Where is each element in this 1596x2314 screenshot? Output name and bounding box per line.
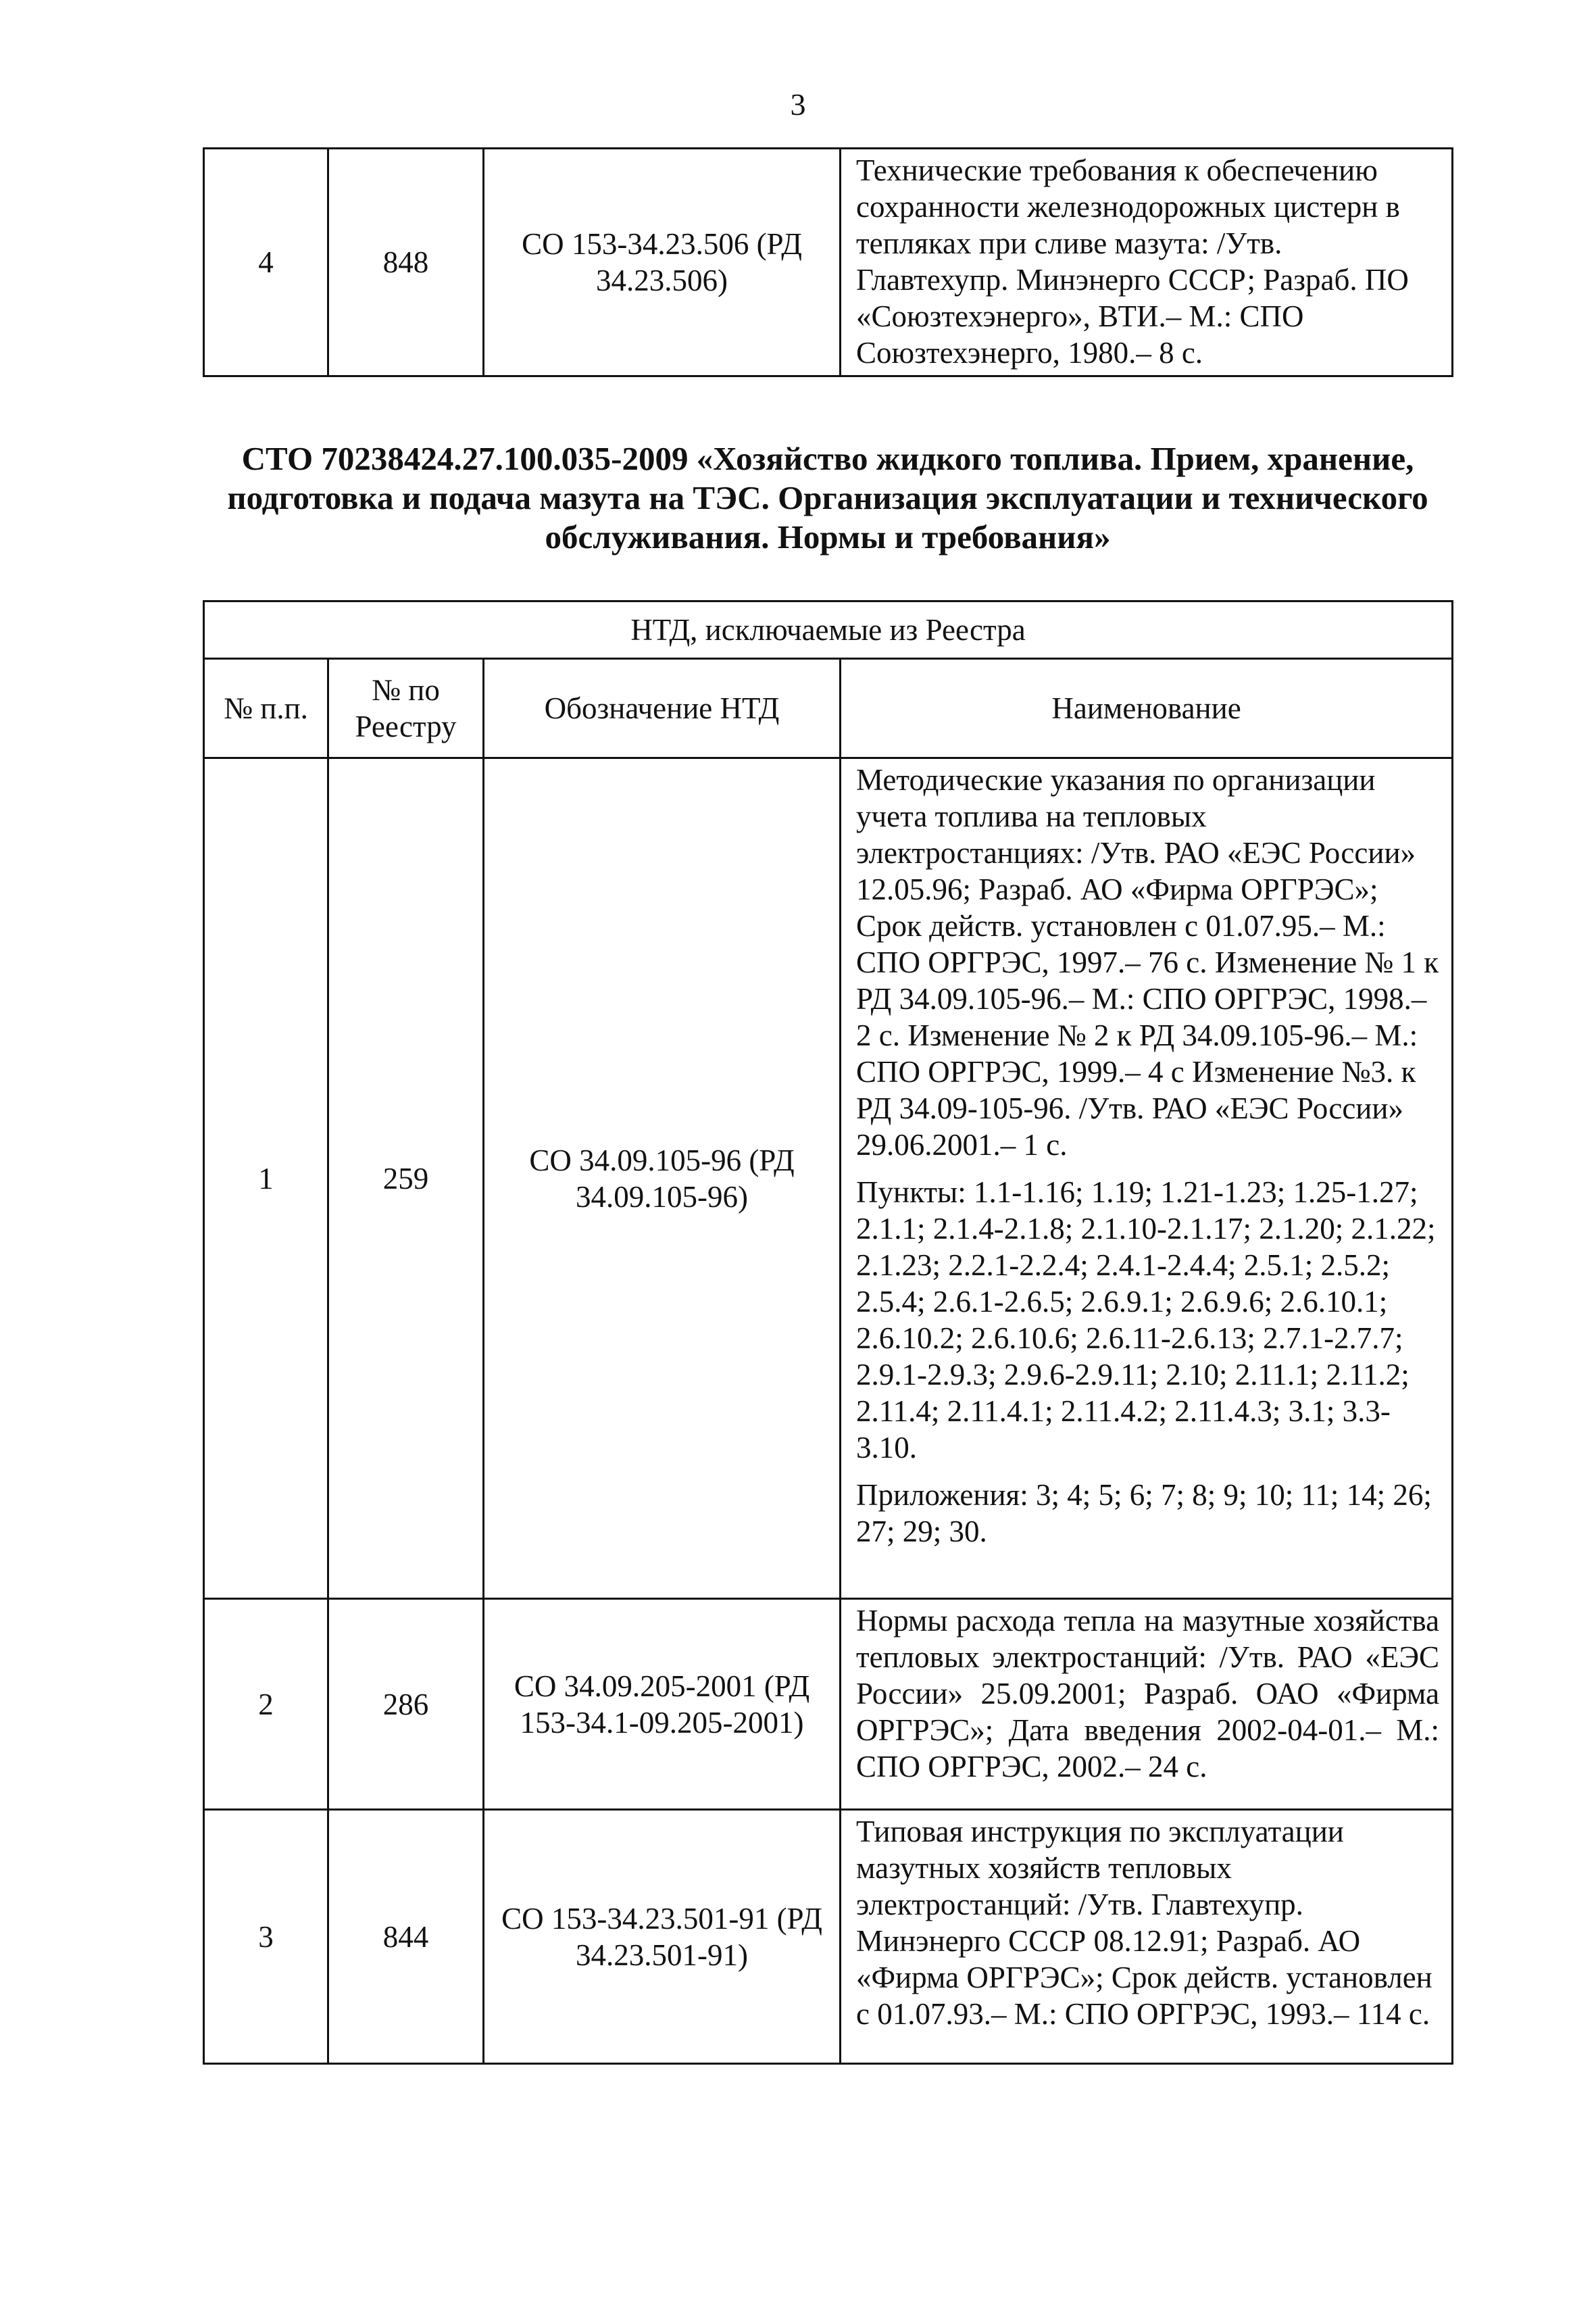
row-number: 4 [204,149,328,376]
document-code: СО 34.09.105-96 (РД 34.09.105-96) [484,758,841,1599]
row-number: 3 [204,1810,328,2064]
excluded-documents-table [203,600,1453,2065]
name-paragraph: Приложения: 3; 4; 5; 6; 7; 8; 9; 10; 11; 14; 26; 27; 29; 30. [856,1478,1432,1548]
name-paragraph: Типовая инструкция по эксплуатации мазутных хозяйств тепловых электростанций: /Утв. Главтехупр. Минэнерго СССР 08.12.91; Разраб. АО «Фирма ОРГРЭС»; Срок действ. установлен с 01.07.93.– М.: СПО ОРГРЭС, 1993.– 114 с. [856,1815,1432,2031]
page-number: 3 [790,87,806,122]
registry-number: 848 [328,149,484,376]
header-registry-number: № по Реестру [328,659,484,758]
table-row [204,758,1453,1599]
name-paragraph: Пункты: 1.1-1.16; 1.19; 1.21-1.23; 1.25-1.27; 2.1.1; 2.1.4-2.1.8; 2.1.10-2.1.17; 2.1.20; 2.1.22; 2.1.23; 2.2.1-2.2.4; 2.4.1-2.4.4; 2.5.1; 2.5.2; 2.5.4; 2.6.1-2.6.5; 2.6.9.1; 2.6.9.6; 2.6.10.1; 2.6.10.2; 2.6.10.6; 2.6.11-2.6.13; 2.7.1-2.7.7; 2.9.1-2.9.3; 2.9.6-2.9.11; 2.10; 2.11.1; 2.11.2; 2.11.4; 2.11.4.1; 2.11.4.2; 2.11.4.3; 3.1; 3.3-3.10. [856,1175,1436,1464]
document-name [841,1810,1453,2064]
header-row-number: № п.п. [204,659,328,758]
header-document-code: Обозначение НТД [484,659,841,758]
continued-table [203,147,1453,377]
name-paragraph: Нормы расхода тепла на мазутные хозяйства тепловых электростанций: /Утв. РАО «ЕЭС России» 25.09.2001; Разраб. ОАО «Фирма ОРГРЭС»; Дата введения 2002-04-01.– М.: СПО ОРГРЭС, 2002.– 24 с. [856,1604,1440,1783]
table-row [204,1810,1453,2064]
document-code: СО 34.09.205-2001 (РД 153-34.1-09.205-2001) [484,1599,841,1810]
header-document-name: Наименование [841,659,1453,758]
document-name [841,1599,1453,1810]
name-paragraph: Методические указания по организации учета топлива на тепловых электростанциях: /Утв. РАО «ЕЭС России» 12.05.96; Разраб. АО «Фирма ОРГРЭС»; Срок действ. установлен с 01.07.95.– М.: СПО ОРГРЭС, 1997.– 76 с. Изменение № 1 к РД 34.09.105-96.– М.: СПО ОРГРЭС, 1998.– 2 с. Изменение № 2 к РД 34.09.105-96.– М.: СПО ОРГРЭС, 1999.– 4 с Изменение №3. к РД 34.09-105-96. /Утв. РАО «ЕЭС России» 29.06.2001.– 1 с. [856,763,1439,1162]
row-number: 2 [204,1599,328,1810]
registry-number: 259 [328,758,484,1599]
table-caption: НТД, исключаемые из Реестра [204,601,1453,659]
document-name [841,149,1453,376]
document-code: СО 153-34.23.506 (РД 34.23.506) [484,149,841,376]
table-row [204,1599,1453,1810]
registry-number: 844 [328,1810,484,2064]
row-number: 1 [204,758,328,1599]
table-row [204,149,1453,376]
registry-number: 286 [328,1599,484,1810]
document-code: СО 153-34.23.501-91 (РД 34.23.501-91) [484,1810,841,2064]
name-paragraph: Технические требования к обеспечению сохранности железнодорожных цистерн в тепляках при сливе мазута: /Утв. Главтехупр. Минэнерго СССР; Разраб. ПО «Союзтехэнерго», ВТИ.– М.: СПО Союзтехэнерго, 1980.– 8 с. [856,153,1409,370]
section-heading: СТО 70238424.27.100.035-2009 «Хозяйство жидкого топлива. Прием, хранение, подготовка и подача мазута на ТЭС. Организация эксплуатации и технического обслуживания. Нормы и требования» [227,440,1428,556]
document-name [841,758,1453,1599]
